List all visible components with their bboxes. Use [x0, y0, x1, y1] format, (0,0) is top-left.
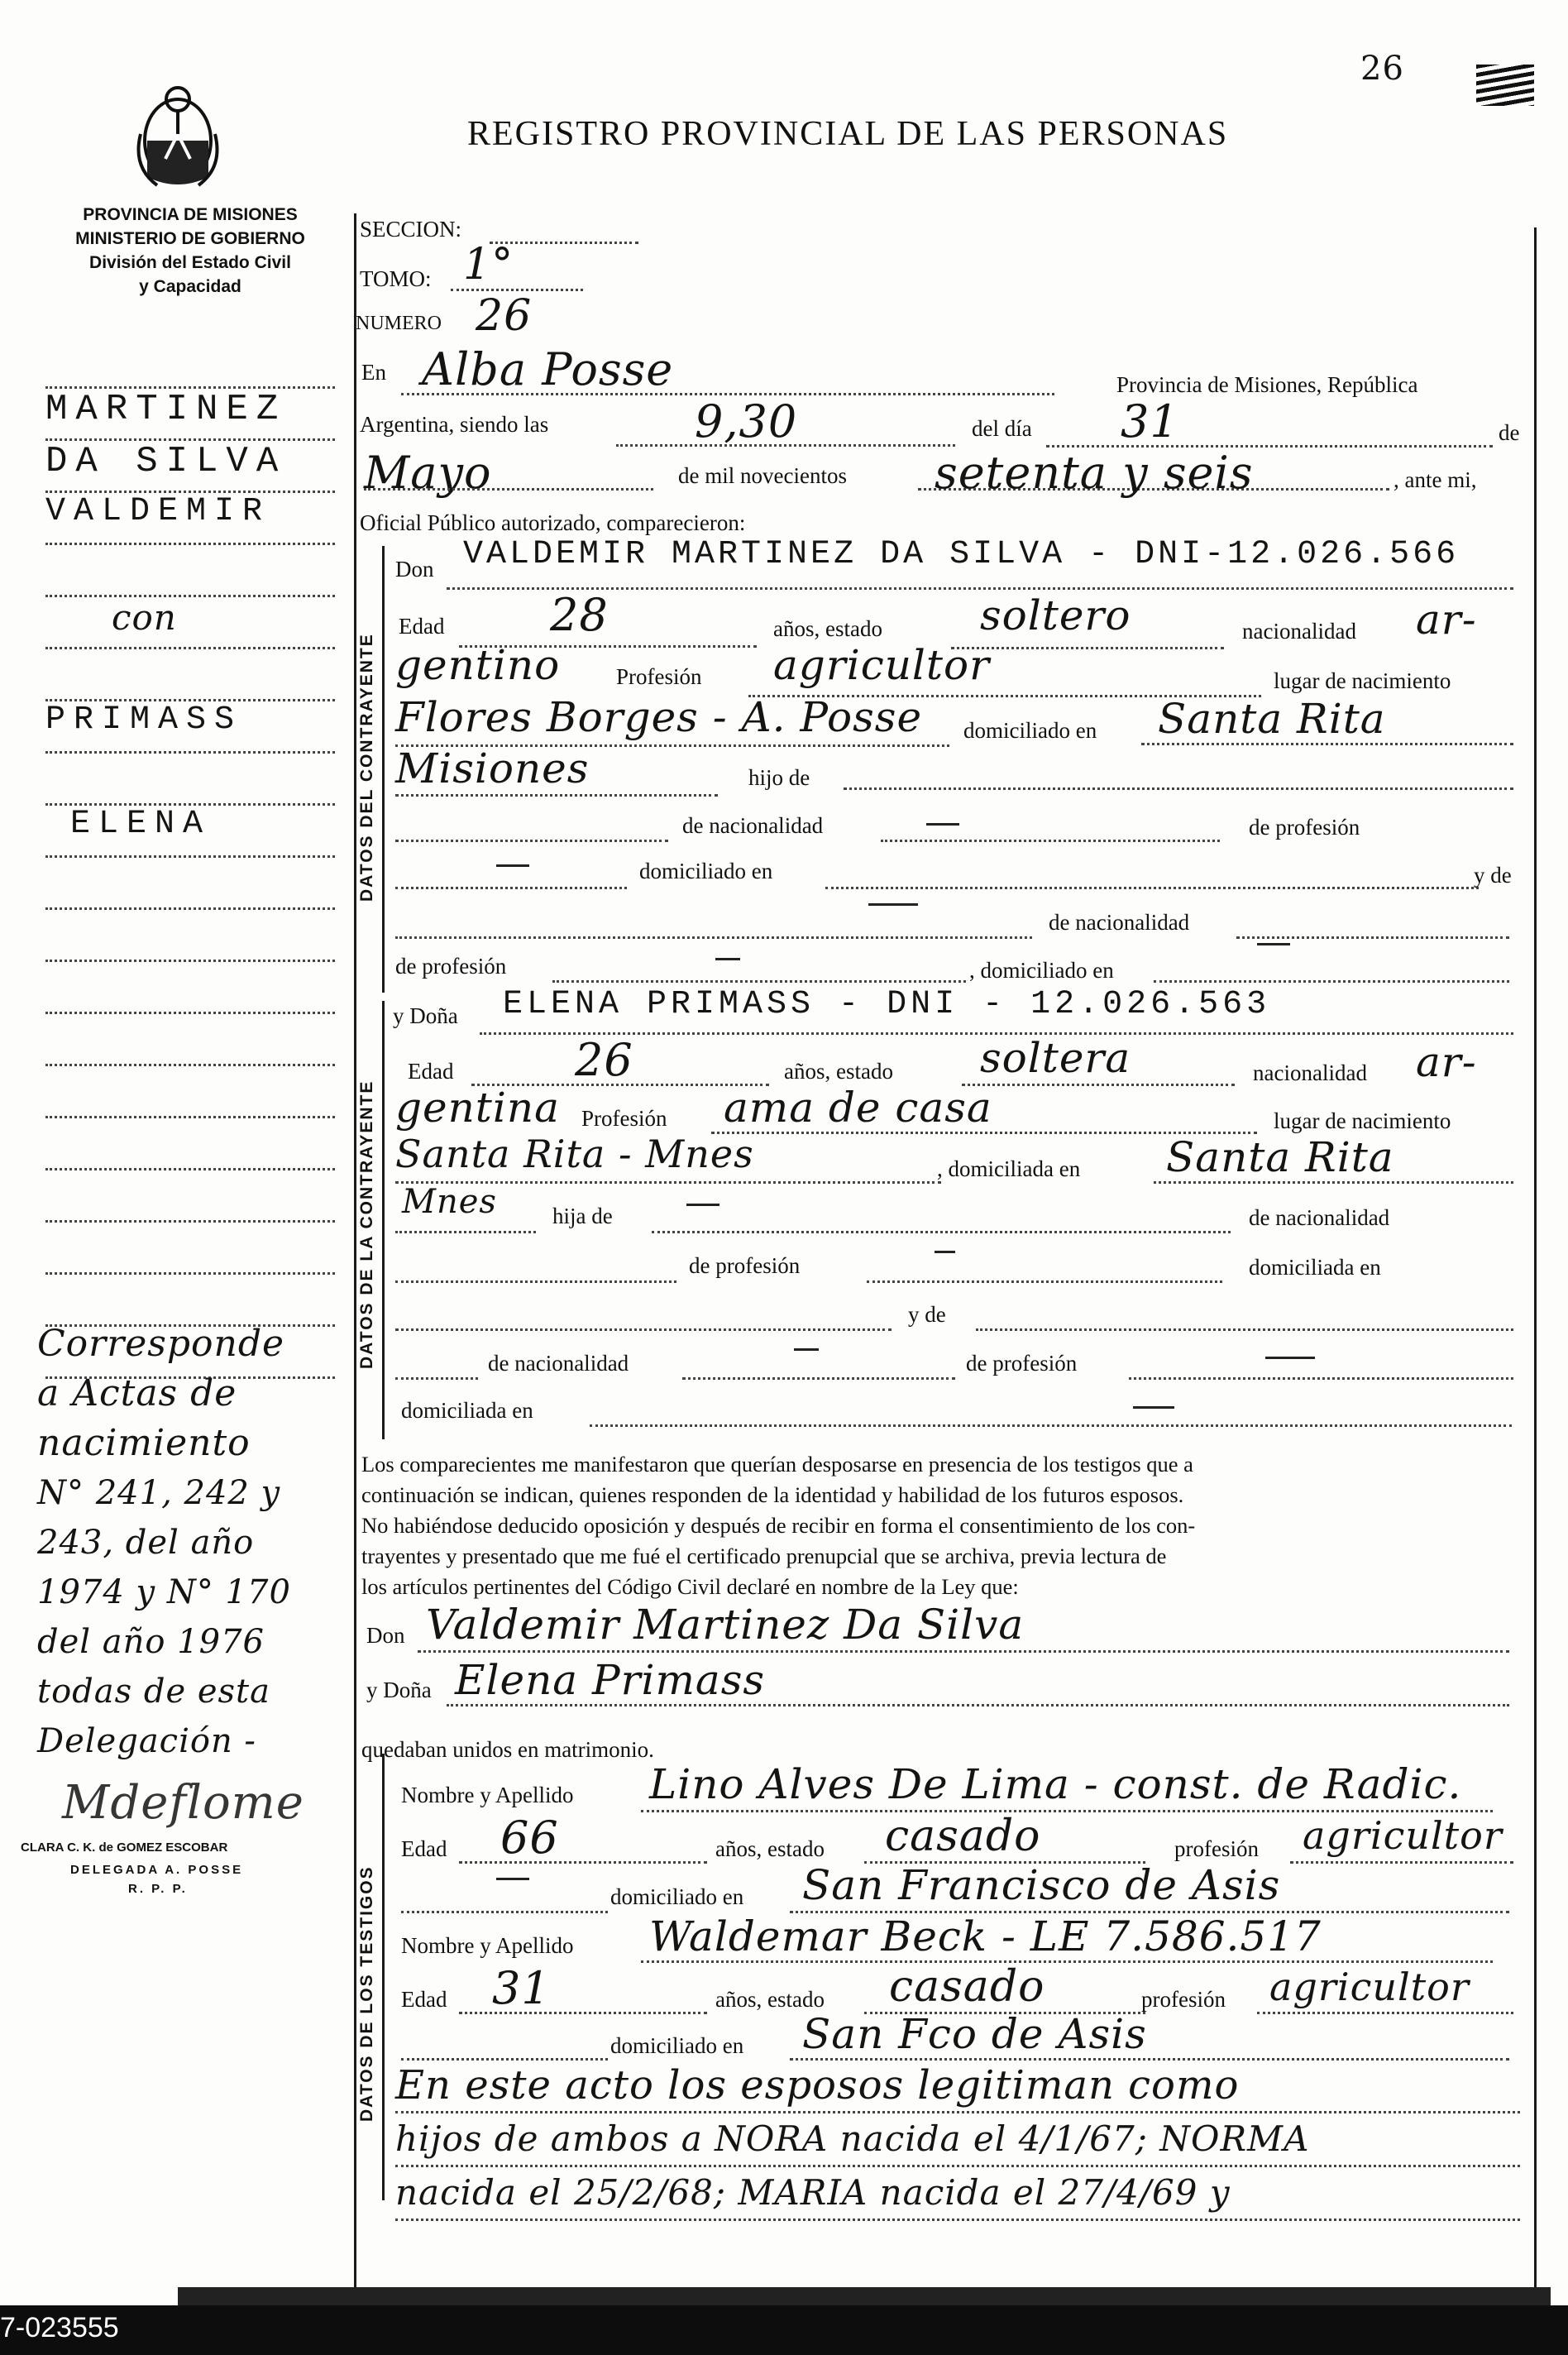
tomo-value: 1° — [463, 240, 514, 290]
section-label-testigos: DATOS DE LOS TESTIGOS — [357, 1865, 376, 2122]
tomo-label: TOMO: — [360, 266, 432, 291]
year-value: setenta y seis — [935, 447, 1254, 499]
stamp-line: DELEGADA A. POSSE — [70, 1863, 244, 1877]
right-border — [1534, 227, 1537, 2295]
blank-field — [552, 972, 966, 983]
bride-nacionalidad-2: gentina — [395, 1084, 560, 1132]
nombre-label: Nombre y Apellido — [401, 1933, 574, 1958]
de-label: de — [1499, 420, 1520, 445]
blank-field — [395, 1320, 892, 1331]
note-line: hijos de ambos a NORA nacida el 4/1/67; NORMA — [395, 2113, 1520, 2167]
de-profesion-label: de profesión — [1249, 815, 1360, 840]
dash-mark — [935, 1251, 955, 1253]
left-border — [354, 213, 356, 2306]
nacionalidad-label: nacionalidad — [1242, 619, 1356, 644]
margin-note-line: nacimiento — [37, 1422, 251, 1464]
bottom-band — [0, 2305, 1568, 2355]
bride-decl-name: Elena Primass — [455, 1656, 766, 1704]
blank-field — [682, 1369, 955, 1380]
witness1-edad-field — [459, 1853, 707, 1864]
de-nacionalidad-label: de nacionalidad — [1249, 1205, 1390, 1230]
de-profesion2-label: de profesión — [395, 954, 507, 979]
margin-note-line: todas de esta — [37, 1673, 270, 1711]
ink-scribble — [1476, 65, 1534, 106]
hija-de-label: hija de — [552, 1204, 613, 1228]
profesion-label: Profesión — [581, 1106, 667, 1131]
profesion-label: profesión — [1174, 1836, 1259, 1861]
y-de-label: y de — [908, 1302, 946, 1327]
edad-label: Edad — [408, 1059, 454, 1084]
anos-estado-label: años, estado — [715, 1836, 825, 1861]
day-field — [1046, 430, 1493, 448]
declaration-line: Los comparecientes me manifestaron que querían desposarse en presencia de los testigos que a — [361, 1452, 1193, 1477]
seccion-label: SECCION: — [360, 217, 462, 242]
margin-note-line: a Actas de — [37, 1372, 237, 1414]
lugar-label: lugar de nacimiento — [1274, 1108, 1451, 1133]
dash-mark — [686, 1204, 719, 1206]
margin-name-line: MARTINEZ — [45, 389, 335, 441]
declaration-line: trayentes y presentado que me fué el certificado prenupcial que se archiva, previa lectura de — [361, 1544, 1167, 1568]
blank-field — [395, 878, 627, 889]
declaration-line: No habiéndose deducido oposición y después de recibir en forma el consentimiento de los con- — [361, 1513, 1196, 1538]
hijo-de-label: hijo de — [748, 765, 810, 790]
groom-name: VALDEMIR MARTINEZ DA SILVA - DNI-12.026.566 — [463, 536, 1460, 573]
lugar-label: lugar de nacimiento — [1274, 668, 1451, 693]
margin-note-line: N° 241, 242 y — [37, 1474, 281, 1512]
blank-field — [395, 831, 668, 842]
margin-name-line: VALDEMIR — [45, 493, 335, 545]
blank-field — [1129, 1369, 1513, 1380]
de-nacionalidad2-label: de nacionalidad — [488, 1351, 629, 1376]
blank-field — [1236, 928, 1509, 939]
de-nacionalidad2-label: de nacionalidad — [1049, 910, 1190, 935]
witness2-name: Waldemar Beck - LE 7.586.517 — [649, 1912, 1322, 1960]
domiciliada-en2-label: domiciliada en — [401, 1398, 533, 1423]
margin-note-line: del año 1976 — [37, 1623, 265, 1661]
don-label: Don — [366, 1623, 405, 1648]
margin-name-line: DA SILVA — [45, 441, 335, 493]
groom-nacionalidad-1: ar- — [1416, 596, 1477, 644]
time-value: 9,30 — [695, 395, 798, 448]
margin-name-line: ELENA — [45, 806, 335, 858]
org-line: y Capacidad — [139, 277, 241, 296]
nombre-label: Nombre y Apellido — [401, 1783, 574, 1807]
edad-label: Edad — [401, 1836, 447, 1861]
blank-field — [1154, 972, 1509, 983]
groom-lugar: Flores Borges - A. Posse — [395, 693, 923, 741]
bride-domicilio-2: Mnes — [402, 1183, 497, 1221]
name-field — [447, 571, 1513, 590]
witness1-name: Lino Alves De Lima - const. de Radic. — [649, 1760, 1462, 1808]
witness1-domicilio-pre — [401, 1903, 608, 1913]
profesion-label: profesión — [1141, 1987, 1226, 2012]
legitimation-notes — [395, 2060, 1520, 2221]
margin-name-line: PRIMASS — [45, 701, 335, 754]
bride-edad: 26 — [575, 1034, 633, 1086]
witness1-estado: casado — [885, 1812, 1041, 1861]
witness2-estado: casado — [889, 1962, 1045, 2012]
blank-field — [825, 878, 1479, 889]
month-value: Mayo — [364, 447, 492, 499]
note-line: En este acto los esposos legitiman como — [395, 2060, 1520, 2113]
dash-mark — [496, 864, 529, 867]
de-profesion2-label: de profesión — [966, 1351, 1078, 1376]
hijo-de-field — [844, 779, 1513, 790]
groom-nacionalidad-2: gentino — [395, 641, 561, 689]
stamp-line: CLARA C. K. de GOMEZ ESCOBAR — [21, 1840, 228, 1855]
declaration-line: los artículos pertinentes del Código Civil declaré en nombre de la Ley que: — [361, 1574, 1019, 1599]
numero-value: 26 — [476, 291, 533, 341]
bride-domicilio-1: Santa Rita — [1166, 1133, 1394, 1181]
domicilio2-field — [395, 1223, 536, 1233]
margin-note-line: Delegación - — [37, 1722, 256, 1760]
ante-mi-text: , ante mi, — [1394, 467, 1477, 492]
dash-mark — [1257, 943, 1290, 945]
margin-column — [45, 360, 335, 1379]
dash-mark — [926, 823, 959, 826]
groom-edad: 28 — [550, 589, 609, 641]
blank-field — [395, 1272, 676, 1283]
provincia-text: Provincia de Misiones, República — [1116, 372, 1418, 397]
signature: Mdeflome — [62, 1776, 304, 1830]
anos-estado-label: años, estado — [773, 616, 882, 641]
domiciliado-en2-label: , domiciliado en — [969, 958, 1114, 983]
page-number: 26 — [1360, 50, 1404, 88]
domiciliado-label: domiciliado en — [610, 2033, 744, 2058]
groom-domicilio-2: Misiones — [395, 744, 590, 792]
dash-mark — [715, 958, 740, 960]
witness2-profesion: agricultor — [1269, 1965, 1470, 2009]
blank-field — [976, 1320, 1513, 1331]
groom-domicilio-1: Santa Rita — [1158, 695, 1386, 743]
bottom-shadow — [178, 2287, 1551, 2305]
blank-field — [395, 1369, 478, 1380]
blank-field — [881, 831, 1220, 842]
dash-mark — [496, 1878, 529, 1880]
section-divider — [382, 1001, 385, 1439]
nacionalidad-label: nacionalidad — [1253, 1060, 1367, 1085]
dash-mark — [794, 1348, 819, 1351]
numero-label: NUMERO — [356, 313, 442, 334]
oficial-text: Oficial Público autorizado, comparecieron: — [360, 510, 746, 535]
day-value: 31 — [1121, 395, 1179, 448]
anos-estado-label: años, estado — [784, 1059, 893, 1084]
stamp-line: R. P. P. — [128, 1882, 188, 1896]
declaration-text — [361, 1449, 1519, 1602]
org-line: PROVINCIA DE MISIONES — [83, 205, 298, 224]
section-label-contrayenta: DATOS DE LA CONTRAYENTE — [357, 1079, 376, 1369]
domiciliada-label: , domiciliada en — [937, 1156, 1081, 1181]
bride-name: ELENA PRIMASS - DNI - 12.026.563 — [503, 986, 1271, 1023]
org-block — [33, 203, 347, 299]
profesion-label: Profesión — [616, 664, 702, 689]
anos-estado-label: años, estado — [715, 1987, 825, 2012]
bride-estado: soltera — [980, 1034, 1131, 1082]
witness2-domicilio: San Fco de Asis — [802, 2010, 1147, 2058]
argentina-text: Argentina, siendo las — [360, 412, 549, 437]
witness1-domicilio: San Francisco de Asis — [802, 1861, 1281, 1909]
coat-of-arms-icon — [132, 76, 223, 192]
margin-note-line: 1974 y N° 170 — [37, 1573, 291, 1611]
dash-mark — [1133, 1406, 1174, 1409]
de-profesion-label: de profesión — [689, 1253, 801, 1278]
margin-note-line: Corresponde — [37, 1323, 285, 1365]
closing-text: quedaban unidos en matrimonio. — [361, 1737, 654, 1762]
official-stamp — [21, 1776, 351, 1896]
witness1-profesion: agricultor — [1303, 1813, 1503, 1858]
blank-field — [395, 928, 1032, 939]
margin-note-line: 243, del año — [37, 1524, 255, 1562]
blank-field — [867, 1272, 1222, 1283]
witness2-edad: 31 — [492, 1962, 551, 2014]
section-label-contrayente: DATOS DEL CONTRAYENTE — [357, 633, 376, 902]
dona-label: y Doña — [393, 1003, 458, 1028]
dash-mark — [868, 903, 918, 906]
margin-note — [37, 1319, 351, 1766]
blank-field — [652, 1223, 1231, 1233]
groom-decl-name: Valdemir Martinez Da Silva — [426, 1601, 1025, 1649]
declaration-line: continuación se indican, quienes responden de la identidad y habilidad de los futuros esposos. — [361, 1482, 1184, 1507]
del-dia-label: del día — [972, 416, 1032, 441]
y-de-label: y de — [1474, 863, 1512, 888]
place-value: Alba Posse — [422, 343, 674, 395]
edad-label: Edad — [401, 1987, 447, 2012]
domicilio2-field — [395, 786, 718, 797]
de-nacionalidad-label: de nacionalidad — [682, 813, 824, 838]
blank-field — [590, 1416, 1512, 1427]
groom-estado: soltero — [980, 591, 1131, 639]
don-label: Don — [395, 557, 434, 582]
org-line: MINISTERIO DE GOBIERNO — [75, 229, 305, 248]
domiciliado-en-label: domiciliado en — [639, 859, 773, 883]
margin-name-line: con — [45, 597, 335, 649]
bride-lugar: Santa Rita - Mnes — [395, 1132, 754, 1176]
domiciliado-label: domiciliado en — [963, 718, 1097, 743]
year-label: de mil novecientos — [678, 463, 847, 488]
page-title: REGISTRO PROVINCIAL DE LAS PERSONAS — [467, 115, 1229, 153]
domiciliada-en-label: domiciliada en — [1249, 1255, 1381, 1280]
groom-profesion: agricultor — [773, 641, 991, 689]
dona-label: y Doña — [366, 1678, 432, 1702]
org-line: División del Estado Civil — [89, 253, 291, 272]
note-line: nacida el 25/2/68; MARIA nacida el 27/4/69 y — [395, 2167, 1520, 2221]
bride-nacionalidad-1: ar- — [1416, 1038, 1477, 1086]
month-field — [364, 480, 653, 491]
dash-mark — [1265, 1357, 1315, 1359]
bride-profesion: ama de casa — [724, 1084, 992, 1132]
witness1-edad: 66 — [500, 1812, 559, 1864]
domiciliado-label: domiciliado en — [610, 1884, 744, 1909]
section-divider — [382, 546, 385, 993]
en-label: En — [361, 360, 386, 385]
section-divider — [382, 1754, 385, 2200]
footer-code: 7-023555 — [0, 2312, 119, 2343]
edad-label: Edad — [399, 614, 445, 639]
